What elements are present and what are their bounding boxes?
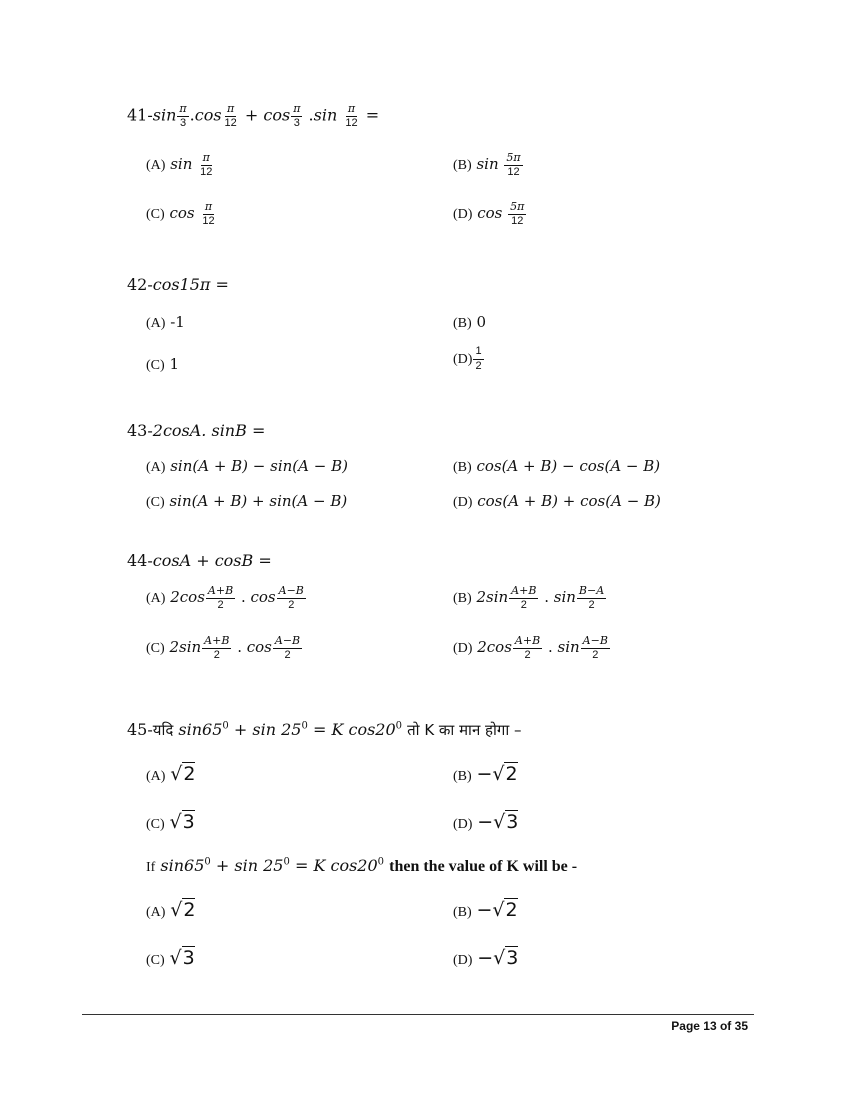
q43-option-b[interactable]: (B) cos(A + B) − cos(A − B) (453, 457, 661, 475)
question-44: 44-cosA + cosB = (127, 551, 272, 570)
q43-option-d[interactable]: (D) cos(A + B) + cos(A − B) (453, 492, 661, 510)
q42-option-a[interactable]: (A) -1 (146, 313, 185, 331)
fraction: $\frac{\pi}{3}$ (293, 102, 301, 129)
page-number: Page 13 of 35 (671, 1019, 748, 1033)
question-45-english: If $\sin 65^0 + \sin 25^0 = K$ $\cos 20^0$ then the value of K will be - (146, 856, 578, 875)
q41-option-d[interactable]: (D) cos $\frac{5\pi}{12}$ (453, 200, 525, 227)
q45-english-option-a[interactable]: (A) √2 (146, 899, 196, 921)
fraction: $\frac{\pi}{12}$ (224, 102, 237, 129)
q42-option-c[interactable]: (C) 1 (146, 355, 179, 373)
q45-english-option-d[interactable]: (D) −√3 (453, 947, 519, 969)
question-41: 41-sin $\frac{\pi}{3}$ .cos $\frac{\pi}{12}$ + cos $\frac{\pi}{3}$ .sin $\frac{\pi}{12}$ = (127, 102, 380, 129)
q41-option-a[interactable]: (A) sin $\frac{\pi}{12}$ (146, 151, 213, 178)
fraction: $\frac{\pi}{3}$ (179, 102, 187, 129)
q45-english-option-c[interactable]: (C) √3 (146, 947, 195, 969)
q45-option-a[interactable]: (A) √2 (146, 763, 196, 785)
q41-option-b[interactable]: (B) sin $\frac{5\pi}{12}$ (453, 151, 521, 178)
q44-option-b[interactable]: (B) 2sin $\frac{A+B}{2}$ . sin $\frac{B-A}{2}$ (453, 584, 605, 611)
q41-option-c[interactable]: (C) cos $\frac{\pi}{12}$ (146, 200, 215, 227)
question-42: 42-cos15π = (127, 275, 229, 294)
q45-option-d[interactable]: (D) −√3 (453, 811, 519, 833)
sin-term: sin (152, 105, 177, 125)
q42-option-b[interactable]: (B) 0 (453, 313, 486, 331)
q42-option-d[interactable]: (D) $\frac{1}{2}$ (453, 345, 482, 372)
q45-english-option-b[interactable]: (B) −√2 (453, 899, 518, 921)
q44-option-d[interactable]: (D) 2cos $\frac{A+B}{2}$ . sin $\frac{A-B}{2}$ (453, 634, 608, 661)
footer-divider (82, 1014, 754, 1015)
q43-option-c[interactable]: (C) sin(A + B) + sin(A − B) (146, 492, 348, 510)
question-number: 41- (127, 105, 153, 125)
fraction: $\frac{\pi}{12}$ (345, 102, 358, 129)
question-43: 43-2cosA. sinB = (127, 421, 266, 440)
q44-option-c[interactable]: (C) 2sin $\frac{A+B}{2}$ . cos $\frac{A-B}{2}$ (146, 634, 301, 661)
q45-option-b[interactable]: (B) −√2 (453, 763, 518, 785)
q45-option-c[interactable]: (C) √3 (146, 811, 195, 833)
q43-option-a[interactable]: (A) sin(A + B) − sin(A − B) (146, 457, 348, 475)
question-45-hindi: 45-यदि $\sin 65^0 + \sin 25^0 = K$ $\cos 20^0$ तो K का मान होगा – (127, 720, 522, 739)
q44-option-a[interactable]: (A) 2cos $\frac{A+B}{2}$ . cos $\frac{A-B}{2}$ (146, 584, 304, 611)
